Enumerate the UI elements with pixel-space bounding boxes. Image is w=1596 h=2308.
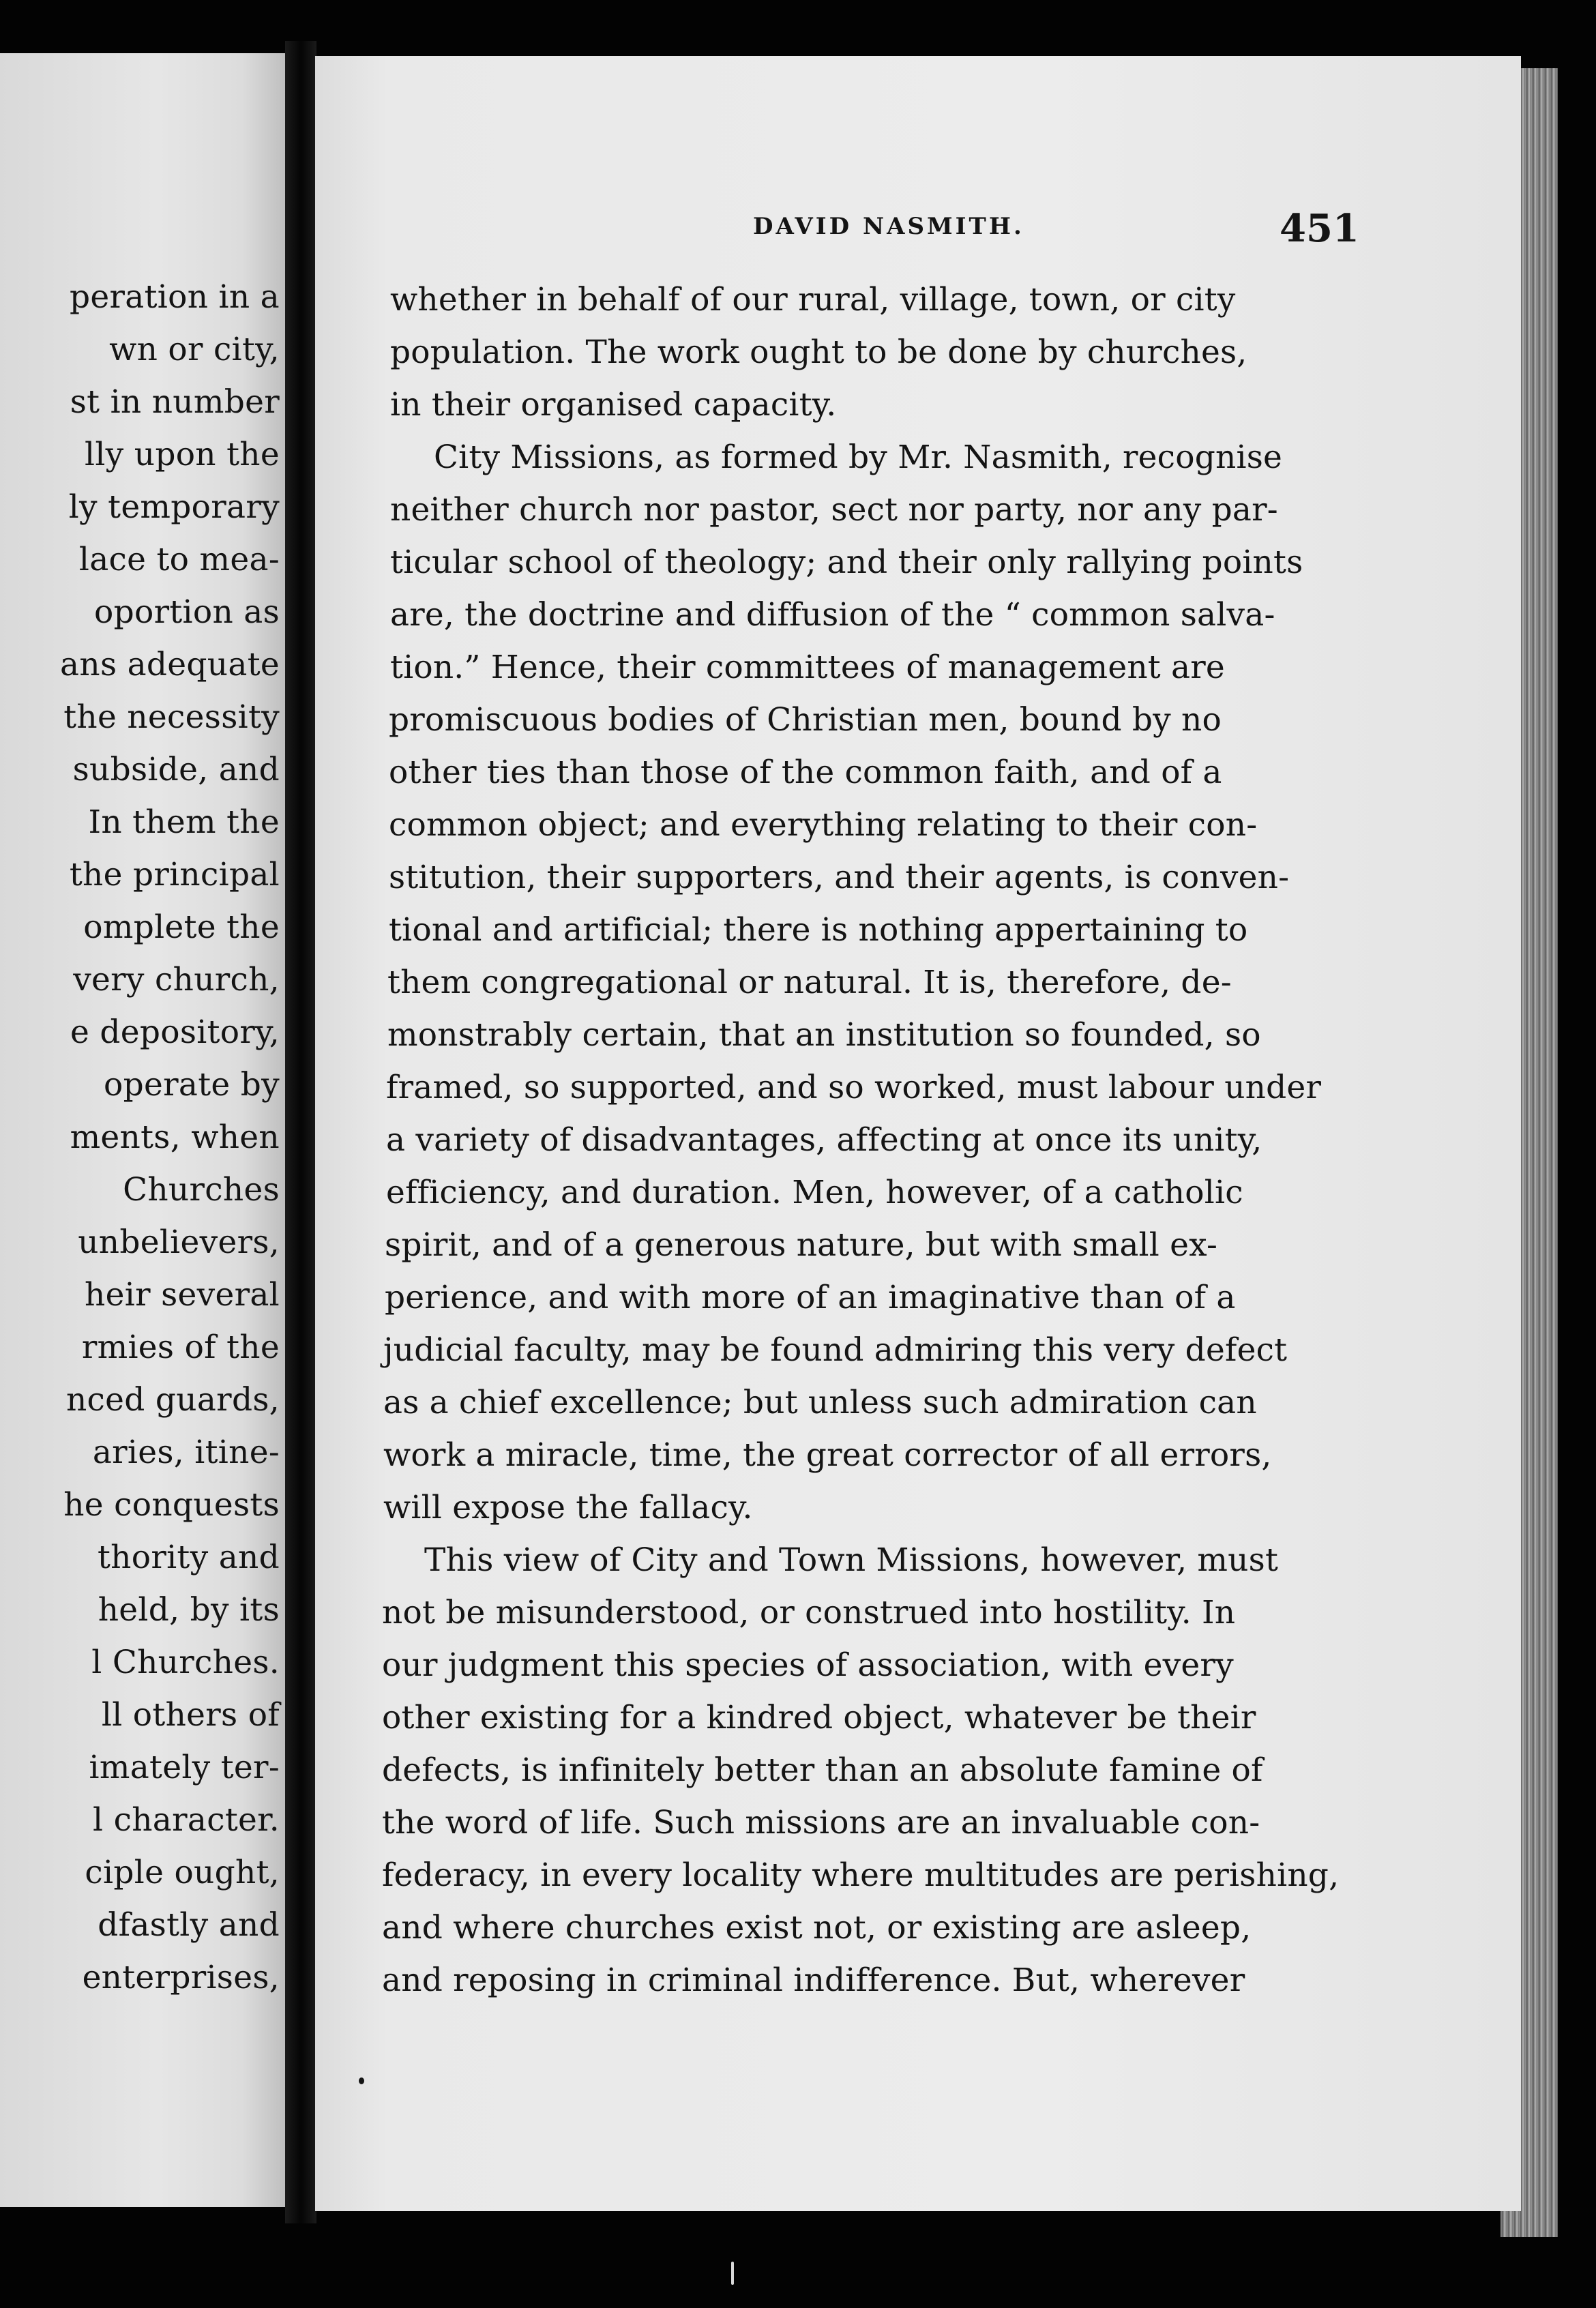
body-line: our judgment this species of association, with every: [382, 1646, 1234, 1684]
body-line: neither church nor pastor, sect nor party, nor any par-: [390, 491, 1278, 529]
body-line: in their organised capacity.: [390, 386, 837, 424]
body-line: and where churches exist not, or existing are asleep,: [382, 1909, 1252, 1947]
left-page-line: wn or city,: [109, 331, 280, 368]
body-line: will expose the fallacy.: [383, 1489, 753, 1526]
ink-speck: [359, 2077, 364, 2084]
body-line: defects, is infinitely better than an absolute famine of: [382, 1751, 1263, 1789]
body-line: them congregational or natural. It is, therefore, de-: [387, 964, 1232, 1001]
left-page-line: held, by its: [98, 1591, 280, 1629]
body-line: work a miracle, time, the great corrector of all errors,: [383, 1436, 1272, 1474]
body-line: federacy, in every locality where multitudes are perishing,: [382, 1856, 1340, 1894]
left-page-line: subside, and: [72, 751, 280, 788]
running-head: DAVID NASMITH.: [753, 213, 1024, 240]
left-page-line: the necessity: [63, 698, 280, 736]
left-page-line: e depository,: [70, 1014, 280, 1051]
left-page-line: heir several: [85, 1276, 280, 1314]
left-page-line: rmies of the: [81, 1329, 280, 1366]
body-line: other ties than those of the common faith, and of a: [389, 754, 1222, 791]
left-page-line: operate by: [104, 1066, 280, 1104]
body-line: efficiency, and duration. Men, however, of a catholic: [386, 1174, 1243, 1211]
left-page-line: very church,: [73, 961, 280, 998]
body-line: as a chief excellence; but unless such admiration can: [383, 1384, 1257, 1421]
left-page-line: Churches: [123, 1171, 280, 1209]
left-page-line: unbelievers,: [78, 1224, 280, 1261]
body-line: whether in behalf of our rural, village, town, or city: [390, 281, 1236, 319]
left-page-line: ciple ought,: [85, 1854, 280, 1891]
left-page-line: enterprises,: [82, 1959, 280, 1996]
left-page-line: oportion as: [93, 593, 280, 631]
left-page-line: lly upon the: [85, 436, 280, 473]
left-page-line: nced guards,: [65, 1381, 280, 1419]
body-line: other existing for a kindred object, whatever be their: [382, 1699, 1256, 1736]
body-line: not be misunderstood, or construed into hostility. In: [382, 1594, 1236, 1631]
body-line: and reposing in criminal indifference. But, wherever: [382, 1962, 1245, 1999]
left-page-line: the principal: [69, 856, 280, 893]
left-page-line: thority and: [97, 1539, 280, 1576]
body-line: City Missions, as formed by Mr. Nasmith, recognise: [434, 439, 1283, 476]
left-page-line: ans adequate: [60, 646, 280, 683]
left-page-line: l Churches.: [91, 1644, 280, 1681]
left-page-line: imately ter-: [89, 1749, 280, 1786]
body-line: This view of City and Town Missions, however, must: [424, 1541, 1279, 1579]
left-page-line: dfastly and: [98, 1906, 280, 1944]
body-line: tion.” Hence, their committees of management are: [390, 649, 1225, 686]
left-page-line: l character.: [93, 1801, 280, 1839]
left-page-line: ly temporary: [68, 488, 280, 526]
scan-mark: [731, 2262, 734, 2285]
body-line: perience, and with more of an imaginative than of a: [385, 1279, 1236, 1316]
left-page-line: st in number: [70, 383, 280, 421]
body-line: spirit, and of a generous nature, but with small ex-: [385, 1226, 1218, 1264]
body-line: stitution, their supporters, and their agents, is conven-: [389, 859, 1290, 896]
body-line: framed, so supported, and so worked, must labour under: [386, 1069, 1322, 1106]
body-line: a variety of disadvantages, affecting at once its unity,: [386, 1121, 1262, 1159]
left-page-line: he conquests: [63, 1486, 280, 1524]
body-line: common object; and everything relating to their con-: [389, 806, 1258, 844]
left-page-line: lace to mea-: [78, 541, 280, 578]
body-line: judicial faculty, may be found admiring this very defect: [383, 1331, 1288, 1369]
body-line: monstrably certain, that an institution so founded, so: [387, 1016, 1261, 1054]
left-page-line: ments, when: [70, 1119, 280, 1156]
left-page-line: peration in a: [70, 278, 280, 316]
page-number: 451: [1280, 206, 1359, 251]
body-line: the word of life. Such missions are an invaluable con-: [382, 1804, 1260, 1841]
body-line: ticular school of theology; and their only rallying points: [390, 544, 1303, 581]
body-line: are, the doctrine and diffusion of the “ common salva-: [390, 596, 1275, 634]
left-page-line: ll others of: [101, 1696, 280, 1734]
left-page-line: omplete the: [83, 908, 280, 946]
body-line: promiscuous bodies of Christian men, bound by no: [389, 701, 1222, 739]
left-page-line: aries, itine-: [92, 1434, 280, 1471]
body-line: population. The work ought to be done by churches,: [390, 334, 1247, 371]
left-page-line: In them the: [88, 803, 280, 841]
book-gutter: [285, 41, 316, 2223]
body-line: tional and artificial; there is nothing appertaining to: [389, 911, 1248, 949]
left-facing-page: [0, 53, 285, 2207]
